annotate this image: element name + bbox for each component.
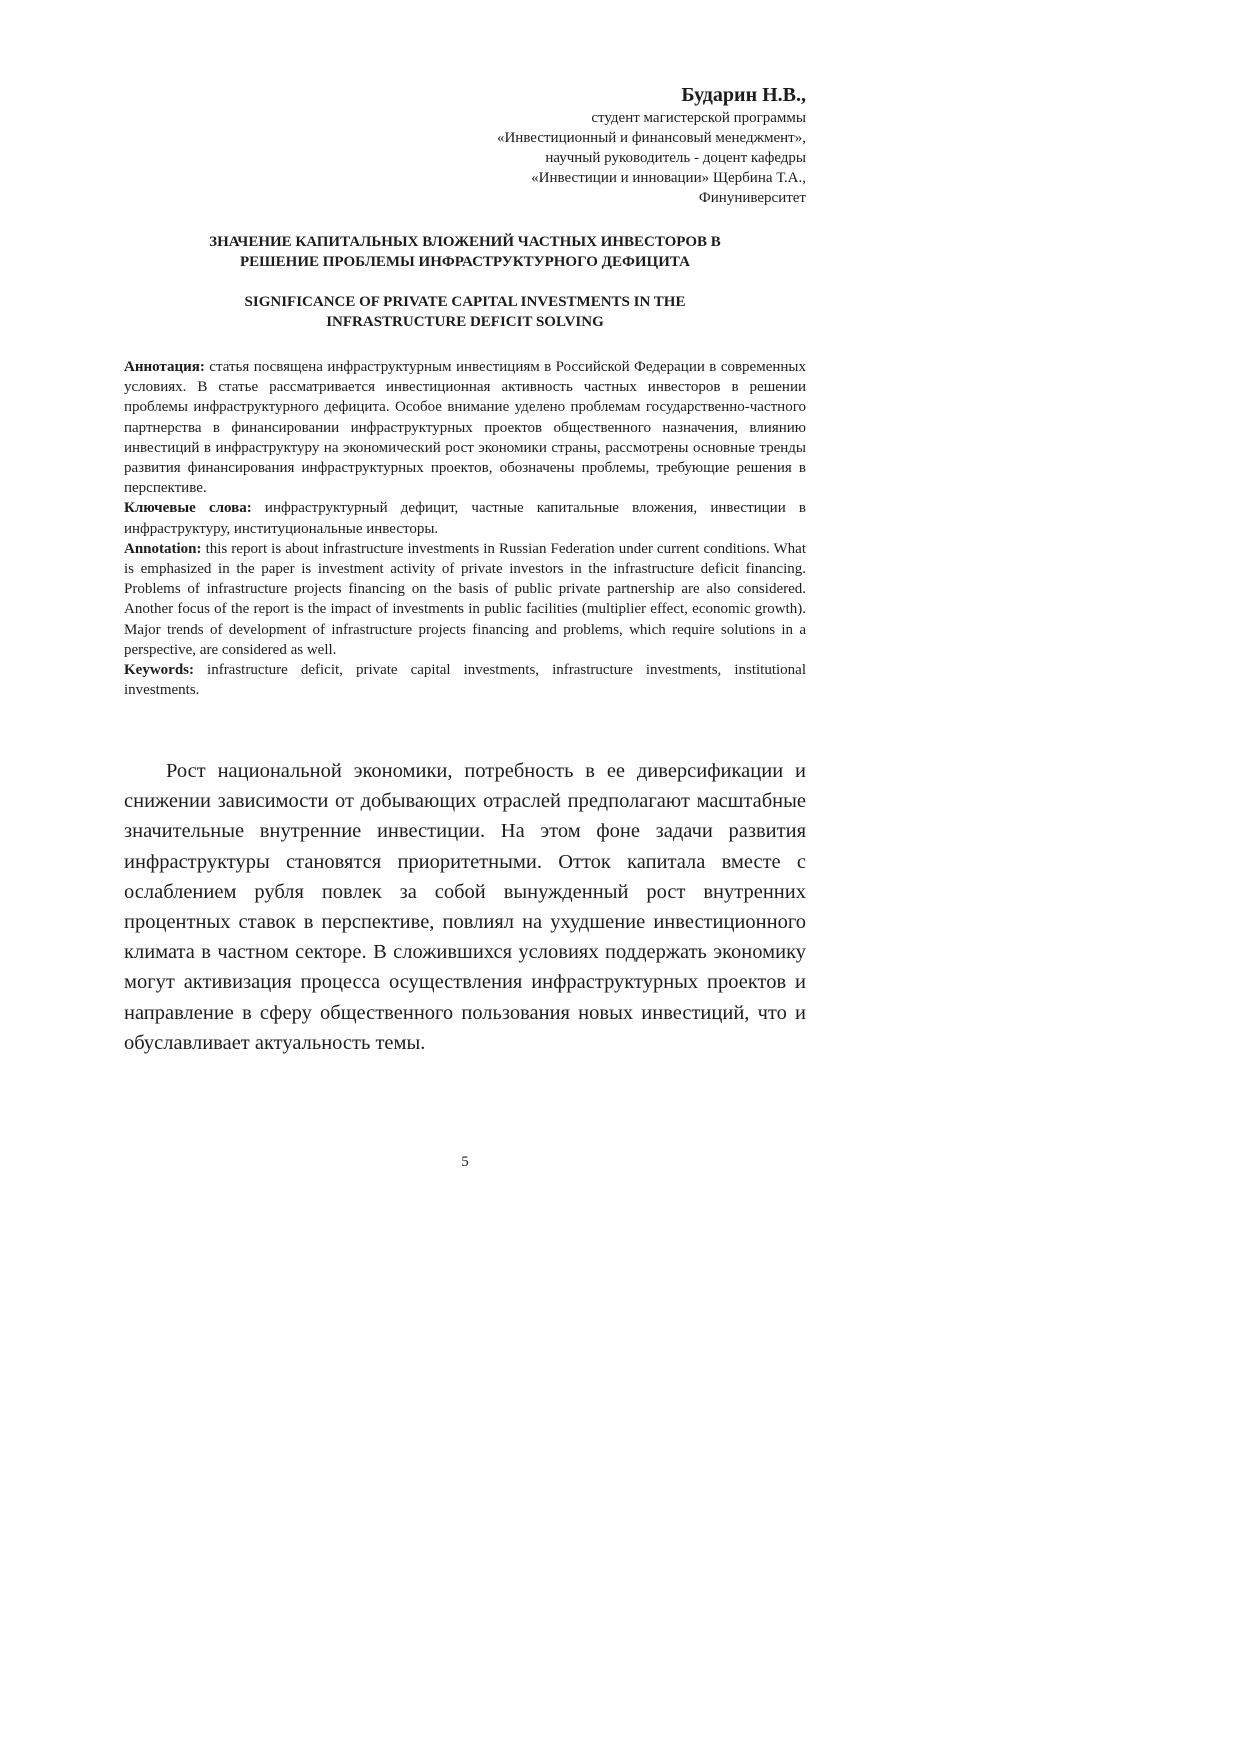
abstract-section <box>124 357 806 700</box>
title-english <box>124 292 806 332</box>
title-english-line: INFRASTRUCTURE DEFICIT SOLVING <box>326 314 604 330</box>
keywords-english-label: Keywords: <box>124 662 194 679</box>
title-russian-line: ЗНАЧЕНИЕ КАПИТАЛЬНЫХ ВЛОЖЕНИЙ ЧАСТНЫХ ИНВЕСТОРОВ В <box>209 234 721 250</box>
abstract-russian-text: статья посвящена инфраструктурным инвестициям в Российской Федерации в современных условиях. В статье рассматривается инвестиционная активность частных инвесторов в решении проблемы инфраструктурного дефицита. Особое внимание уделено проблемам государственно-частного партнерства в финансировании инфраструктурных проектов общественного назначения, влиянию инвестиций в инфраструктуру на экономический рост экономики страны, рассмотрены основные тренды развития финансирования инфраструктурных проектов, обозначены проблемы, требующие решения в перспективе. <box>124 359 806 497</box>
page-number: 5 <box>461 1154 469 1170</box>
title-russian <box>124 232 806 272</box>
affiliation-line: студент магистерской программы <box>591 110 806 126</box>
keywords-english-text: infrastructure deficit, private capital investments, infrastructure investments, institutional investments. <box>124 662 806 699</box>
abstract-russian <box>124 357 806 498</box>
abstract-english-text: this report is about infrastructure investments in Russian Federation under current conditions. What is emphasized in the paper is investment activity of private investors in the infrastructure deficit financing. Problems of infrastructure projects financing on the basis of public private partnership are also considered. Another focus of the report is the impact of investments in public facilities (multiplier effect, economic growth). Major trends of development of infrastructure projects financing and problems, which require solutions in a perspective, are considered as well. <box>124 540 806 658</box>
affiliation-line: «Инвестиции и инновации» Щербина Т.А., <box>531 170 806 186</box>
affiliation-line: «Инвестиционный и финансовый менеджмент», <box>496 130 806 146</box>
abstract-english-label: Annotation: <box>124 540 202 557</box>
affiliation-line: Финуниверситет <box>698 190 806 206</box>
body-paragraph: Рост национальной экономики, потребность в ее диверсификации и снижении зависимости от добывающих отраслей предполагают масштабные значительные внутренние инвестиции. На этом фоне задачи развития инфраструктуры становятся приоритетными. Отток капитала вместе с ослаблением рубля повлек за собой вынужденный рост внутренних процентных ставок в перспективе, повлиял на ухудшение инвестиционного климата в частном секторе. В сложившихся условиях поддержать экономику могут активизация процесса осуществления инфраструктурных проектов и направление в сферу общественного пользования новых инвестиций, что и обуславливает актуальность темы. <box>124 760 806 1054</box>
author-block <box>400 82 806 208</box>
author-name: Бударин Н.В., <box>681 84 806 106</box>
keywords-russian-text: инфраструктурный дефицит, частные капитальные вложения, инвестиции в инфраструктуру, институциональные инвесторы. <box>124 500 806 537</box>
keywords-russian <box>124 498 806 538</box>
title-english-line: SIGNIFICANCE OF PRIVATE CAPITAL INVESTMENTS IN THE <box>244 294 686 310</box>
keywords-russian-label: Ключевые слова: <box>124 500 252 517</box>
title-russian-line: РЕШЕНИЕ ПРОБЛЕМЫ ИНФРАСТРУКТУРНОГО ДЕФИЦИТА <box>240 254 690 270</box>
keywords-english <box>124 660 806 700</box>
abstract-english <box>124 539 806 660</box>
abstract-russian-label: Аннотация: <box>124 359 205 375</box>
body-text <box>124 756 806 1058</box>
affiliation-line: научный руководитель - доцент кафедры <box>545 150 806 166</box>
